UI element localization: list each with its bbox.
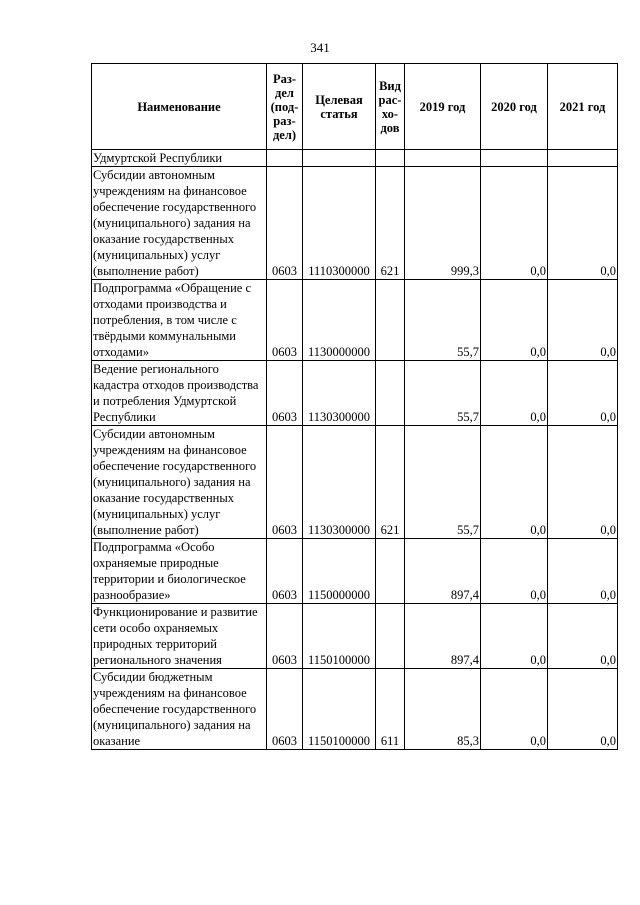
- table-row: [92, 361, 618, 426]
- header-section: Раз- дел (под- раз- дел): [267, 64, 303, 150]
- row-2019: 85,3: [405, 669, 481, 750]
- row-2020: 0,0: [481, 669, 548, 750]
- row-2020: 0,0: [481, 604, 548, 669]
- header-name: Наименование: [92, 64, 267, 150]
- row-target: [303, 150, 376, 167]
- row-2021: 0,0: [548, 280, 618, 361]
- row-expense-type: 611: [376, 669, 405, 750]
- row-name: Субсидии бюджетным учреждениям на финансовое обеспечение государственного (муниципального) задания на оказание: [92, 669, 267, 750]
- row-name: Субсидии автономным учреждениям на финансовое обеспечение государственного (муниципального) задания на оказание государственных (муниципальных) услуг (выполнение работ): [92, 167, 267, 280]
- row-2021: 0,0: [548, 669, 618, 750]
- header-expense-type: Вид рас- хо- дов: [376, 64, 405, 150]
- row-2020: 0,0: [481, 280, 548, 361]
- row-target: 1130300000: [303, 361, 376, 426]
- row-2019: 897,4: [405, 539, 481, 604]
- table-row: [92, 280, 618, 361]
- row-target: 1150000000: [303, 539, 376, 604]
- row-2019: [405, 150, 481, 167]
- row-section: 0603: [267, 604, 303, 669]
- row-section: 0603: [267, 539, 303, 604]
- table-row: [92, 539, 618, 604]
- header-2021: 2021 год: [548, 64, 618, 150]
- row-expense-type: [376, 539, 405, 604]
- row-expense-type: 621: [376, 426, 405, 539]
- row-target: 1110300000: [303, 167, 376, 280]
- row-2020: 0,0: [481, 167, 548, 280]
- row-2019: 55,7: [405, 426, 481, 539]
- row-expense-type: [376, 361, 405, 426]
- row-2021: 0,0: [548, 539, 618, 604]
- row-2019: 999,3: [405, 167, 481, 280]
- header-target: Целевая статья: [303, 64, 376, 150]
- header-row: [92, 64, 618, 150]
- row-section: 0603: [267, 167, 303, 280]
- row-expense-type: 621: [376, 167, 405, 280]
- table-row: [92, 604, 618, 669]
- row-section: 0603: [267, 669, 303, 750]
- row-2021: 0,0: [548, 167, 618, 280]
- table-row: [92, 426, 618, 539]
- row-expense-type: [376, 150, 405, 167]
- row-expense-type: [376, 280, 405, 361]
- row-name: Ведение регионального кадастра отходов производства и потребления Удмуртской Республики: [92, 361, 267, 426]
- table-row: [92, 150, 618, 167]
- header-2020: 2020 год: [481, 64, 548, 150]
- row-2019: 55,7: [405, 361, 481, 426]
- row-name: Удмуртской Республики: [92, 150, 267, 167]
- row-2020: 0,0: [481, 539, 548, 604]
- row-target: 1150100000: [303, 604, 376, 669]
- row-name: Функционирование и развитие сети особо охраняемых природных территорий регионального значения: [92, 604, 267, 669]
- row-2019: 897,4: [405, 604, 481, 669]
- row-2021: 0,0: [548, 604, 618, 669]
- row-2020: 0,0: [481, 426, 548, 539]
- row-target: 1150100000: [303, 669, 376, 750]
- row-2019: 55,7: [405, 280, 481, 361]
- page-number: 341: [310, 40, 330, 55]
- row-target: 1130000000: [303, 280, 376, 361]
- row-2021: 0,0: [548, 361, 618, 426]
- row-2021: 0,0: [548, 426, 618, 539]
- row-2020: [481, 150, 548, 167]
- row-section: 0603: [267, 426, 303, 539]
- row-section: [267, 150, 303, 167]
- row-expense-type: [376, 604, 405, 669]
- table-row: [92, 669, 618, 750]
- row-target: 1130300000: [303, 426, 376, 539]
- row-name: Субсидии автономным учреждениям на финансовое обеспечение государственного (муниципального) задания на оказание государственных (муниципальных) услуг (выполнение работ): [92, 426, 267, 539]
- table-row: [92, 167, 618, 280]
- budget-table: [91, 63, 618, 750]
- row-section: 0603: [267, 361, 303, 426]
- row-name: Подпрограмма «Особо охраняемые природные территории и биологическое разнообразие»: [92, 539, 267, 604]
- row-section: 0603: [267, 280, 303, 361]
- header-2019: 2019 год: [405, 64, 481, 150]
- row-2021: [548, 150, 618, 167]
- row-2020: 0,0: [481, 361, 548, 426]
- row-name: Подпрограмма «Обращение с отходами производства и потребления, в том числе с твёрдыми коммунальными отходами»: [92, 280, 267, 361]
